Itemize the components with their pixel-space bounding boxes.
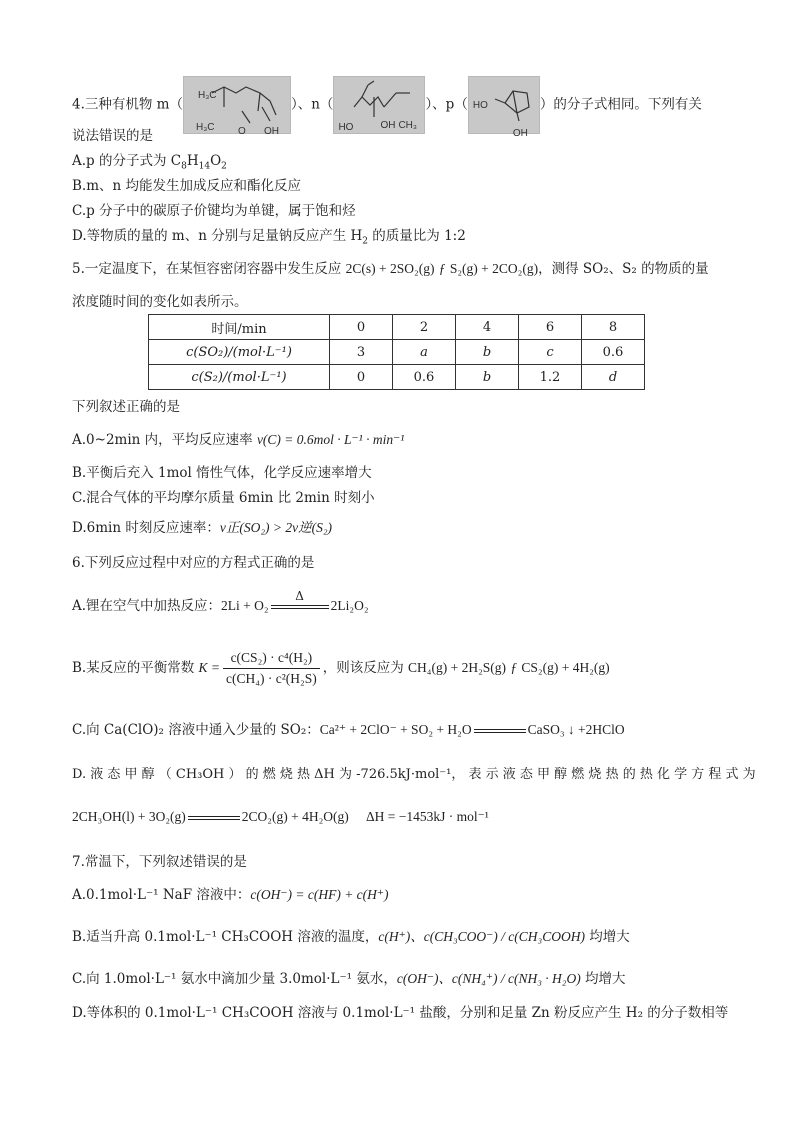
n-oh-label: OH (380, 120, 396, 131)
m-h3c-bottom-label: H₃C (195, 122, 215, 133)
q4-stem-part2: ）的分子式相同。下列有关 (539, 96, 702, 113)
q5-option-d: D.6min 时刻反应速率：v正(SO₂) > 2v逆(S₂) (72, 520, 333, 536)
p-ho-label: HO (472, 100, 488, 111)
table-row: c(SO₂)/(mol·L⁻¹) 3 a b c 0.6 (149, 340, 645, 365)
q5-option-a: A.0~2min 内，平均反应速率 v(C) = 0.6mol · L⁻¹ · min⁻¹ (72, 432, 405, 448)
q4-stem-cont: 说法错误的是 (72, 128, 153, 144)
n-ho-label: HO (338, 122, 354, 133)
heating-equals-sign: Δ (271, 600, 329, 614)
table-row: c(S₂)/(mol·L⁻¹) 0 0.6 b 1.2 d (149, 365, 645, 390)
q5-data-table (148, 314, 645, 390)
q4-option-a: A.p 的分子式为 $C_8H_{14}O_2$ (72, 153, 227, 172)
q6-stem: 6.下列反应过程中对应的方程式正确的是 (72, 555, 315, 571)
q6-option-b: B.某反应的平衡常数 K = $\frac{\text{c(CS₂) · c⁴(H₂)}}{\text{c(CH₄) · c²(H₂S)}}$ ，则该反应为 CH₄(g) + 2H₂S(g) ƒ CS₂(g) + 4H₂(g) (72, 650, 610, 686)
m-h3c-top-label: H₃C (197, 90, 217, 101)
q5-option-c: C.混合气体的平均摩尔质量 6min 比 2min 时刻小 (72, 490, 375, 506)
equilibrium-constant-fraction: $\frac{\text{c(CS₂) · c⁴(H₂)}}{\text{c(CH₄) · c²(H₂S)}}$ (223, 649, 320, 688)
molecule-p-image (468, 76, 540, 139)
q4-stem-part1: 4.三种有机物 m（ (72, 96, 183, 113)
q7-option-c: C.向 1.0mol·L⁻¹ 氨水中滴加少量 3.0mol·L⁻¹ 氨水，c(OH⁻)、c(NH₄⁺) / c(NH₃ · H₂O) 均增大 (72, 971, 626, 987)
q7-option-b: B.适当升高 0.1mol·L⁻¹ CH₃COOH 溶液的温度，c(H⁺)、c(CH₃COO⁻) / c(CH₃COOH) 均增大 (72, 929, 630, 945)
q6-option-c: C.向 Ca(ClO)₂ 溶液中通入少量的 SO₂：Ca²⁺ + 2ClO⁻ + SO₂ + H₂O CaSO₃ ↓ +2HClO (72, 722, 625, 738)
table-row: 时间/min 0 2 4 6 8 (149, 315, 645, 340)
q6-option-d-line2: 2CH₃OH(l) + 3O₂(g) 2CO₂(g) + 4H₂O(g) ΔH = −1453kJ · mol⁻¹ (72, 809, 489, 824)
m-oh-label: OH (263, 126, 279, 137)
q4-option-c: C.p 分子中的碳原子价键均为单键，属于饱和烃 (72, 203, 356, 219)
q6-option-d-line1: D. 液 态 甲 醇 （ CH₃OH ） 的 燃 烧 热 ΔH 为 -726.5kJ·mol⁻¹， 表 示 液 态 甲 醇 燃 烧 热 的 热 化 学 方 程 式 为 (72, 767, 756, 782)
q4-sep2: ）、p（ (425, 96, 468, 113)
q7-option-d: D.等体积的 0.1mol·L⁻¹ CH₃COOH 溶液与 0.1mol·L⁻¹ 盐酸，分别和足量 Zn 粉反应产生 H₂ 的分子数相等 (72, 1005, 729, 1021)
q5-option-b: B.平衡后充入 1mol 惰性气体，化学反应速率增大 (72, 465, 372, 481)
q4-option-d: D.等物质的量的 m、n 分别与足量钠反应产生 $H_2$ 的质量比为 1:2 (72, 228, 466, 247)
n-ch3-label: CH₃ (398, 120, 417, 131)
q6-option-a: A.锂在空气中加热反应：2Li + O₂ Δ 2Li₂O₂ (72, 588, 369, 614)
q7-stem: 7.常温下，下列叙述错误的是 (72, 854, 247, 870)
q7-option-a: A.0.1mol·L⁻¹ NaF 溶液中：c(OH⁻) = c(HF) + c(H⁺) (72, 887, 389, 903)
q5-stem: 5.一定温度下，在某恒容密闭容器中发生反应 2C(s) + 2SO₂(g) ƒ S₂(g) + 2CO₂(g)，测得 SO₂、S₂ 的物质的量 (72, 261, 709, 277)
q4-option-b: B.m、n 均能发生加成反应和酯化反应 (72, 178, 301, 194)
m-o-label: O (237, 126, 246, 137)
q4-sep1: ）、n（ (290, 96, 334, 113)
q5-stem-cont: 浓度随时间的变化如表所示。 (72, 294, 248, 310)
molecule-n-image (333, 76, 425, 134)
q5-question: 下列叙述正确的是 (72, 399, 180, 415)
p-oh-label: OH (512, 128, 528, 139)
molecule-m-image (183, 76, 291, 137)
